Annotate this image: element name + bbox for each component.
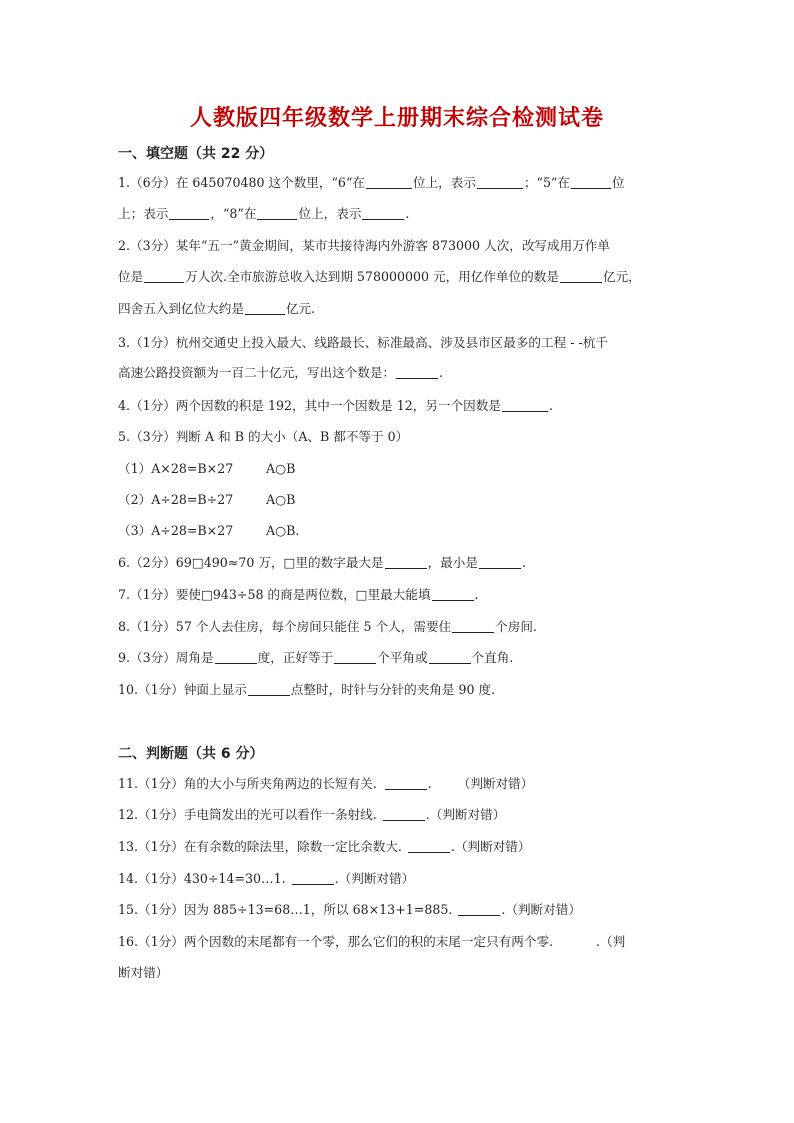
question-13: 13.（1分）在有余数的除法里，除数一定比余数大. .（判断对错） (118, 839, 531, 854)
question-7: 7.（1分）要使□943÷58 的商是两位数，□里最大能填 . (118, 587, 479, 602)
answer-blank[interactable] (432, 586, 474, 601)
question-3-line-1: 3.（1分）杭州交通史上投入最大、线路最长、标准最高、涉及县市区最多的工程 - -杭千 (118, 335, 608, 350)
answer-blank[interactable] (560, 268, 602, 283)
answer-blank[interactable] (429, 649, 471, 664)
answer-blank[interactable] (169, 205, 209, 220)
compare-circle[interactable]: A○B. (266, 523, 300, 538)
answer-blank[interactable] (383, 806, 425, 821)
answer-blank[interactable] (292, 870, 334, 885)
answer-blank[interactable] (257, 205, 297, 220)
answer-blank[interactable] (559, 933, 595, 948)
compare-circle[interactable]: A○B (266, 461, 296, 476)
question-1-line-1: 1.（6分）在 645070480 这个数里，“6“在 位上，表示 ；“5”在 位 (118, 175, 625, 190)
question-8: 8.（1分）57 个人去住房，每个房间只能住 5 个人，需要住 个房间. (118, 619, 537, 634)
answer-blank[interactable] (571, 174, 611, 189)
answer-blank[interactable] (245, 300, 285, 315)
question-2-line-2: 位是 万人次.全市旅游总收入达到期 578000000 元，用亿作单位的数是 亿元， (118, 269, 641, 284)
question-10: 10.（1分）钟面上显示 点整时，时针与分针的夹角是 90 度. (118, 682, 496, 697)
question-16-line-1: 16.（1分）两个因数的末尾都有一个零，那么它们的积的末尾一定只有两个零. .（判 (118, 934, 626, 949)
question-2-line-1: 2.（3分）某年“五一”黄金期间，某市共接待海内外游客 873000 人次，改写成用万作单 (118, 238, 610, 253)
answer-blank[interactable] (458, 901, 500, 916)
question-16-line-2: 断对错） (118, 965, 169, 980)
page-title: 人教版四年级数学上册期末综合检测试卷 (189, 106, 604, 131)
compare-circle[interactable]: A○B (266, 492, 296, 507)
answer-blank[interactable] (385, 775, 427, 790)
question-15: 15.（1分）因为 885÷13=68…1，所以 68×13+1=885. .（判断对错） (118, 902, 581, 917)
answer-blank[interactable] (452, 618, 494, 633)
answer-blank[interactable] (334, 649, 376, 664)
question-4: 4.（1分）两个因数的积是 192，其中一个因数是 12，另一个因数是 . (118, 398, 553, 413)
question-5-sub-2: （2）A÷28=B÷27 A○B (118, 492, 296, 507)
question-14: 14.（1分）430÷14=30…1. .（判断对错） (118, 871, 415, 886)
question-11: 11.（1分）角的大小与所夹角两边的长短有关. . （判断对错） (118, 776, 534, 791)
answer-blank[interactable] (144, 268, 184, 283)
answer-blank[interactable] (408, 838, 450, 853)
question-2-line-3: 四舍五入到亿位大约是 亿元. (118, 301, 316, 316)
answer-blank[interactable] (396, 364, 438, 379)
question-3-line-2: 高速公路投资额为一百二十亿元，写出这个数是： . (118, 365, 444, 380)
answer-blank[interactable] (477, 174, 523, 189)
section-judge-heading: 二、判断题（共 6 分） (118, 746, 264, 762)
question-9: 9.（3分）周角是 度，正好等于 个平角或 个直角. (118, 650, 514, 665)
answer-blank[interactable] (248, 681, 290, 696)
answer-blank[interactable] (385, 554, 427, 569)
answer-blank[interactable] (479, 554, 521, 569)
answer-blank[interactable] (502, 397, 548, 412)
question-5-sub-3: （3）A÷28=B×27 A○B. (118, 523, 300, 538)
answer-blank[interactable] (215, 649, 257, 664)
question-5-sub-1: （1）A×28=B×27 A○B (118, 461, 296, 476)
section-fill-heading: 一、填空题（共 22 分） (118, 146, 274, 162)
answer-blank[interactable] (362, 205, 404, 220)
question-12: 12.（1分）手电筒发出的光可以看作一条射线. .（判断对错） (118, 807, 506, 822)
question-1-line-2: 上；表示 ，“8”在 位上，表示 . (118, 206, 410, 221)
question-5: 5.（3分）判断 A 和 B 的大小（A、B 都不等于 0） (118, 429, 409, 444)
answer-blank[interactable] (366, 174, 412, 189)
question-6: 6.（2分）69□490≈70 万，□里的数字最大是 ，最小是 . (118, 555, 526, 570)
